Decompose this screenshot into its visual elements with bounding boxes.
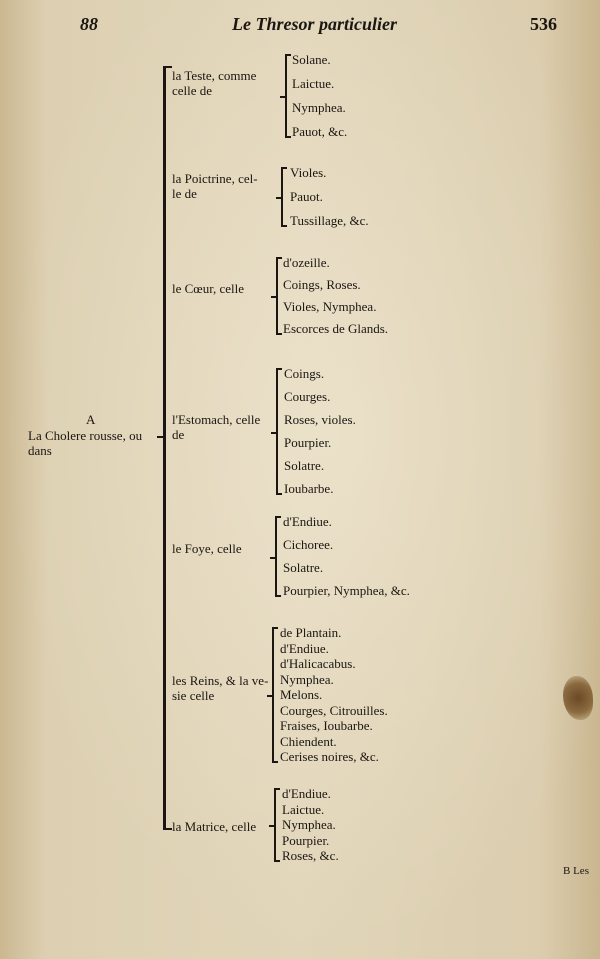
sub-brace-bottom	[274, 860, 280, 862]
sub-brace-top	[276, 257, 282, 259]
main-brace-point	[157, 436, 164, 438]
sub-brace-top	[272, 627, 278, 629]
group-item: Laictue.	[282, 801, 325, 817]
group-item: Cichoree.	[283, 537, 334, 552]
group-item: Chiendent.	[280, 733, 337, 749]
group-label-line: la Poictrine, cel-	[172, 171, 258, 186]
group-item: Nymphea.	[282, 817, 336, 832]
group-item: Coings.	[284, 366, 325, 381]
right-page-number: 536	[530, 14, 557, 34]
sub-brace-point	[267, 695, 273, 697]
group-item: Solatre.	[284, 458, 325, 473]
main-brace-top	[163, 66, 172, 68]
group-item: Roses, violes.	[284, 412, 356, 427]
group-item: Tussillage, &c.	[290, 213, 369, 228]
running-title: Le Thresor particulier	[232, 14, 397, 34]
group-label-line: l'Estomach, celle	[172, 412, 261, 427]
root-label-line2: dans	[28, 443, 52, 458]
group-label-line: le Cœur, celle	[172, 281, 245, 296]
sub-brace-bottom	[281, 225, 287, 227]
group-item: Pauot.	[290, 189, 323, 204]
group-item: Pourpier.	[282, 832, 330, 848]
sub-brace-top	[281, 167, 287, 169]
main-brace	[163, 66, 166, 830]
group-item: Escorces de Glands.	[283, 321, 389, 336]
root-marker: A	[86, 412, 96, 427]
sub-brace-bottom	[275, 595, 281, 597]
left-page-number: 88	[80, 14, 98, 34]
group-item: d'Endiue.	[282, 786, 331, 801]
sub-brace-bottom	[285, 136, 291, 138]
main-brace-bottom	[163, 828, 172, 830]
group-label-line: celle de	[172, 83, 213, 98]
group-item: de Plantain.	[280, 625, 342, 640]
sub-brace-top	[285, 54, 291, 56]
group-item: Solatre.	[283, 560, 324, 575]
sub-brace-bottom	[276, 493, 282, 495]
sub-brace-point	[270, 557, 276, 559]
group-item: Violes, Nymphea.	[283, 299, 377, 314]
group-label-line: la Teste, comme	[172, 68, 257, 83]
group-item: Pourpier, Nymphea, &c.	[283, 583, 410, 598]
sub-brace-point	[271, 296, 277, 298]
sub-brace-top	[276, 368, 282, 370]
sub-brace-bottom	[272, 761, 278, 763]
show-through	[150, 150, 170, 197]
group-item: Courges, Citrouilles.	[280, 702, 388, 718]
group-item: d'ozeille.	[283, 255, 330, 270]
group-item: d'Halicacabus.	[280, 656, 356, 671]
ink-stain	[563, 676, 593, 720]
group-item: Courges.	[284, 389, 331, 404]
group-label-line: les Reins, & la ve-	[172, 673, 269, 688]
sub-brace-bottom	[276, 333, 282, 335]
sub-brace-top	[275, 516, 281, 518]
group-item: d'Endiue.	[283, 514, 332, 529]
group-item: Laictue.	[292, 76, 335, 91]
group-label-line: le de	[172, 186, 197, 201]
sub-brace-point	[271, 432, 277, 434]
group-item: Ioubarbe.	[284, 481, 334, 496]
group-item: Nymphea.	[292, 100, 346, 115]
group-item: Pourpier.	[284, 435, 332, 450]
group-item: Cerises noires, &c.	[280, 749, 379, 764]
sub-brace-point	[276, 197, 282, 199]
group-item: Solane.	[292, 52, 331, 67]
group-label-line: la Matrice, celle	[172, 819, 257, 834]
catchword: B Les	[563, 865, 589, 877]
group-item: Violes.	[290, 165, 327, 180]
root-label-line1: La Cholere rousse, ou	[28, 428, 143, 443]
sub-brace-point	[269, 825, 275, 827]
sub-brace-top	[274, 788, 280, 790]
group-item: Melons.	[280, 687, 323, 702]
group-label-line: sie celle	[172, 688, 215, 703]
group-item: Coings, Roses.	[283, 277, 361, 292]
group-item: Nymphea.	[280, 671, 334, 687]
group-label-line: le Foye, celle	[172, 541, 242, 556]
group-item: Fraises, Ioubarbe.	[280, 718, 373, 733]
group-item: d'Endiue.	[280, 640, 329, 656]
group-label-line: de	[172, 427, 185, 442]
group-item: Pauot, &c.	[292, 124, 348, 139]
sub-brace-point	[280, 96, 286, 98]
group-item: Roses, &c.	[282, 848, 339, 863]
